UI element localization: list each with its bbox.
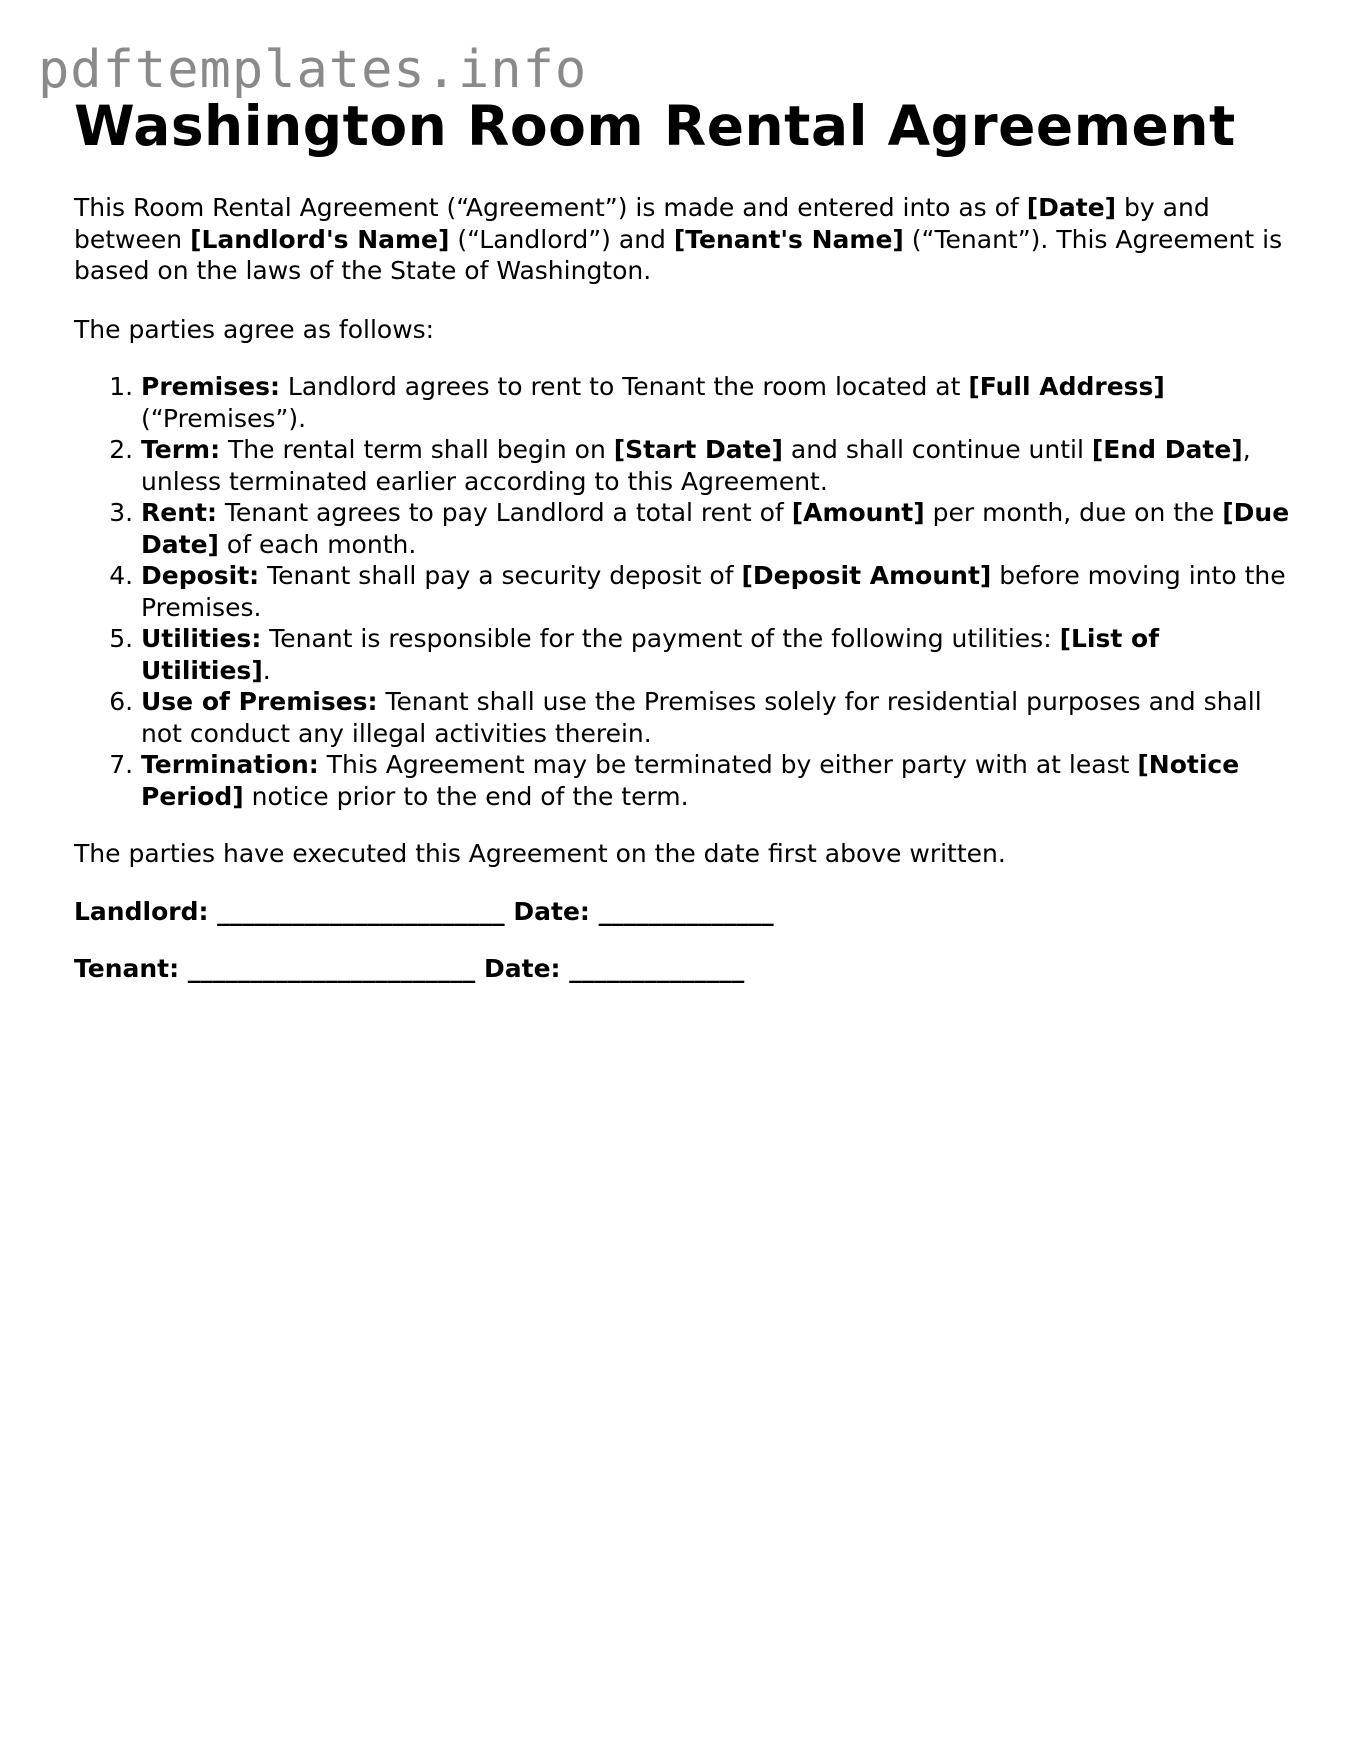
end-date-field: [End Date] — [1091, 435, 1243, 464]
date-field: [Date] — [1026, 193, 1117, 222]
notice-period-field: [Notice Period] — [141, 750, 1240, 811]
clause-text: Tenant agrees to pay Landlord a total rent of — [216, 498, 792, 527]
clause-text: per month, due on the — [924, 498, 1223, 527]
clause-text: Landlord agrees to rent to Tenant the room located at — [279, 372, 969, 401]
clause-rent — [141, 497, 1294, 560]
clause-text: (“Premises”). — [141, 403, 307, 433]
utilities-list-field: [List of Utilities] — [141, 624, 1160, 685]
clause-text: . — [262, 655, 271, 685]
clause-label: Term: — [141, 435, 221, 464]
clause-label: Termination: — [141, 750, 319, 779]
page-title: Washington Room Rental Agreement — [74, 94, 1236, 158]
lead-paragraph: The parties agree as follows: — [74, 314, 435, 344]
clause-termination — [141, 749, 1294, 812]
clause-text: Tenant is responsible for the payment of the following utilities: — [261, 624, 1060, 653]
landlord-signature-line: Landlord: _______________________ Date: ______________ — [74, 896, 774, 926]
clause-list — [74, 371, 1294, 812]
clause-label: Premises: — [141, 372, 280, 401]
clause-label: Utilities: — [141, 624, 262, 653]
landlord-name-field: [Landlord's Name] — [190, 224, 450, 254]
clause-text: The rental term shall begin on — [220, 435, 614, 464]
start-date-field: [Start Date] — [613, 435, 783, 464]
tenant-name-field: [Tenant's Name] — [673, 224, 904, 254]
deposit-amount-field: [Deposit Amount] — [741, 561, 992, 590]
intro-text: This Room Rental Agreement (“Agreement”) is made and entered into as of — [74, 193, 1027, 222]
intro-text: (“Landlord”) and — [449, 224, 674, 254]
clause-text: Tenant shall use the Premises solely for residential purposes and shall not conduct any illegal activities therein. — [141, 687, 1262, 748]
intro-text: by and between — [74, 193, 1210, 254]
clause-text: and shall continue until — [782, 435, 1092, 464]
watermark: pdftemplates.info — [38, 40, 588, 100]
clause-text: of each month. — [218, 529, 417, 559]
clause-deposit — [141, 560, 1294, 623]
clause-text: before moving into the Premises. — [141, 561, 1286, 622]
clause-text: , unless terminated earlier according to this Agreement. — [141, 435, 1251, 496]
intro-paragraph — [74, 192, 1294, 287]
clause-text: This Agreement may be terminated by either party with at least — [318, 750, 1138, 779]
clause-text: Tenant shall pay a security deposit of — [259, 561, 742, 590]
document — [74, 90, 1294, 985]
clause-text: notice prior to the end of the term. — [243, 781, 689, 811]
intro-text: (“Tenant”). This Agreement is based on the laws of the State of Washington. — [74, 224, 1283, 285]
clause-premises — [141, 371, 1294, 434]
clause-utilities — [141, 623, 1294, 686]
amount-field: [Amount] — [791, 498, 925, 527]
tenant-signature-line: Tenant: _______________________ Date: ______________ — [74, 954, 745, 983]
closing-paragraph: The parties have executed this Agreement on the date first above written. — [74, 839, 1006, 868]
clause-label: Use of Premises: — [141, 687, 378, 716]
clause-label: Deposit: — [141, 561, 260, 590]
clause-term — [141, 434, 1294, 497]
full-address-field: [Full Address] — [968, 372, 1165, 401]
due-date-field: [Due Date] — [141, 498, 1290, 559]
clause-use-of-premises — [141, 686, 1294, 749]
clause-label: Rent: — [141, 498, 217, 527]
